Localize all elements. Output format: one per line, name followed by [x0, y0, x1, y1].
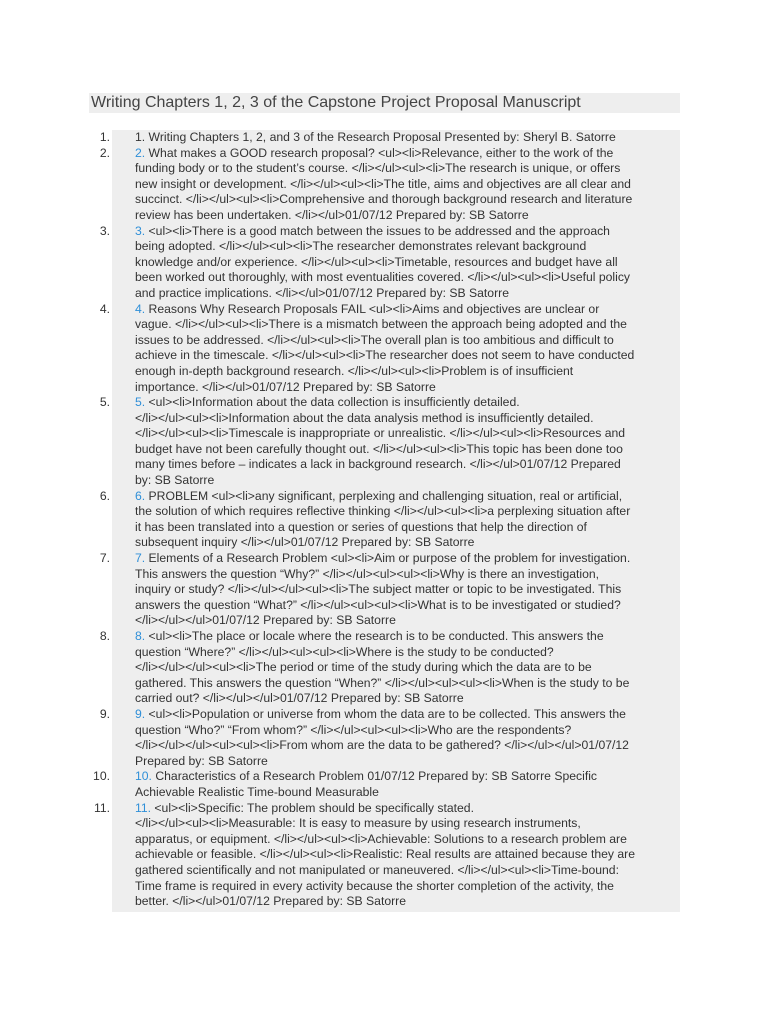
slide-text: <ul><li>There is a good match between the issues to be addressed and the approach — [145, 223, 610, 238]
title-bar — [89, 93, 680, 113]
slide-item — [99, 488, 680, 551]
slide-text-line: better. </li></ul>01/07/12 Prepared by: SB Satorre — [135, 894, 407, 909]
slide-text-line: inquiry or study? </li></ul></ul><ul><li>The subject matter or topic to be investigated. This — [135, 582, 622, 597]
slide-item — [99, 301, 680, 396]
slide-anchor-link[interactable]: 9. — [135, 706, 146, 721]
slide-text-line: gathered. This answers the question “When?” </li></ul><ul><ul><li>When is the study to be — [135, 675, 630, 690]
slide-text-line: budget have not been carefully thought out. </li></ul><ul><li>This topic has been done too — [135, 441, 623, 456]
slide-text-line — [135, 395, 680, 411]
slide-text-line: subsequent inquiry </li></ul>01/07/12 Prepared by: SB Satorre — [135, 535, 475, 550]
slide-text: What makes a GOOD research proposal? <ul><li>Relevance, either to the work of the — [145, 145, 614, 160]
slide-text-line: 1. Writing Chapters 1, 2, and 3 of the Research Proposal Presented by: Sheryl B. Satorre — [135, 130, 616, 144]
slide-item — [99, 706, 680, 769]
slide-text-line: question “Where?” </li></ul><ul><ul><li>Where is the study to be conducted? — [135, 644, 554, 659]
slide-number: 11. — [93, 800, 110, 815]
slide-text-line: Prepared by: SB Satorre — [135, 753, 268, 768]
slide-text-line: answers the question “What?” </li></ul><ul><ul><li>What is to be investigated or studied? — [135, 597, 621, 612]
slide-anchor-link[interactable]: 7. — [135, 551, 146, 566]
slide-text-line — [135, 707, 680, 723]
slide-number: 6. — [99, 488, 110, 503]
slide-anchor-link[interactable]: 10. — [135, 769, 152, 784]
slide-text-line — [135, 489, 680, 505]
slide-anchor-link[interactable]: 2. — [135, 145, 146, 160]
slide-text-line: </li></ul></ul><ul><li>The period or time of the study during which the data are to be — [135, 660, 592, 675]
slide-item — [99, 145, 680, 224]
slide-text-line: succinct. </li></ul><ul><li>Comprehensive and thorough background research and literature — [135, 192, 633, 207]
slide-number: 4. — [99, 301, 110, 316]
slide-item — [99, 130, 680, 146]
slide-number: 8. — [99, 629, 110, 643]
slide-text-line: carried out? </li></ul></ul>01/07/12 Prepared by: SB Satorre — [135, 691, 464, 706]
slide-text-line — [135, 801, 680, 817]
slide-item — [99, 551, 680, 629]
slide-text-line: </li></ul><ul><li>Information about the data analysis method is insufficiently detailed. — [135, 410, 594, 425]
slide-text: Reasons Why Research Proposals FAIL <ul><li>Aims and objectives are unclear or — [145, 301, 600, 316]
slide-anchor-link[interactable]: 6. — [135, 488, 146, 503]
slide-text-line: knowledge and/or experience. </li></ul><ul><li>Timetable, resources and budget have all — [135, 254, 618, 269]
slide-text: <ul><li>Population or universe from whom the data are to be collected. This answers the — [145, 706, 626, 721]
slide-text-line: the solution of which requires reflective thinking </li></ul><ul><li>a perplexing situation after — [135, 504, 631, 519]
slide-text-line: </li></ul></ul><ul><ul><li>From whom are the data to be gathered? </li></ul></ul>01/07/12 — [135, 738, 629, 753]
slide-text-line: </li></ul></ul>01/07/12 Prepared by: SB Satorre — [135, 613, 396, 628]
slide-text-line: question “Who?” “From whom?” </li></ul><ul><ul><li>Who are the respondents? — [135, 722, 572, 737]
slide-list — [93, 130, 680, 910]
slide-text-line: review has been undertaken. </li></ul>01/07/12 Prepared by: SB Satorre — [135, 207, 529, 222]
slide-number: 1. — [99, 130, 110, 144]
slide-item — [99, 223, 680, 302]
slide-text-line: and practice implications. </li></ul>01/07/12 Prepared by: SB Satorre — [135, 285, 509, 300]
slide-item — [99, 629, 680, 707]
slide-number: 2. — [99, 145, 110, 160]
slide-text-line: issues to be addressed. </li></ul><ul><li>The overall plan is too ambitious and difficult to — [135, 332, 614, 347]
slide-anchor-link[interactable]: 4. — [135, 301, 146, 316]
slide-text-line: many times before – indicates a lack in background research. </li></ul>01/07/12 Prepared — [135, 457, 621, 472]
slide-text-line: being adopted. </li></ul><ul><li>The researcher demonstrates relevant background — [135, 239, 587, 254]
slide-number: 7. — [99, 551, 110, 566]
slide-text-line: achieve in the timescale. </li></ul><ul><li>The researcher does not seem to have conducted — [135, 348, 635, 363]
slide-text-line: Time frame is required in every activity because the shorter completion of the activity, the — [135, 878, 614, 893]
slide-text-line: funding body or to the student’s course. </li></ul><ul><li>The research is unique, or offers — [135, 161, 621, 176]
slide-item — [93, 769, 680, 800]
slide-anchor-link[interactable]: 11. — [135, 800, 152, 815]
slide-number: 3. — [99, 223, 110, 238]
slide-text-line: been worked out thoroughly, with most eventualities covered. </li></ul><ul><li>Useful policy — [135, 270, 631, 285]
slide-text-line: by: SB Satorre — [135, 473, 215, 488]
slide-anchor-link[interactable]: 5. — [135, 395, 146, 410]
slide-text: Elements of a Research Problem <ul><li>Aim or purpose of the problem for investigation. — [145, 551, 631, 566]
slide-text-line: This answers the question “Why?” </li></ul><ul><ul><li>Why is there an investigation, — [135, 566, 600, 581]
slide-text-line: achievable or feasible. </li></ul><ul><li>Realistic: Real results are attained because they are — [135, 847, 635, 862]
slide-number: 9. — [99, 706, 110, 721]
slide-item — [93, 800, 680, 910]
slide-text-line: </li></ul><ul><li>Measurable: It is easy to measure by using research instruments, — [135, 816, 581, 831]
slide-text-line: gathered scientifically and not manipulated or maneuvered. </li></ul><ul><li>Time-bound: — [135, 862, 619, 877]
slide-text: Characteristics of a Research Problem 01/07/12 Prepared by: SB Satorre Specific — [151, 769, 598, 784]
slide-text-line — [135, 146, 680, 162]
slide-text-line: </li></ul><ul><li>Timescale is inappropriate or unrealistic. </li></ul><ul><li>Resources and — [135, 426, 626, 441]
slide-number: 5. — [99, 395, 110, 410]
slide-text-line: apparatus, or equipment. </li></ul><ul><li>Achievable: Solutions to a research problem are — [135, 831, 627, 846]
slide-anchor-link[interactable]: 8. — [135, 629, 146, 643]
slide-text-line: Achievable Realistic Time-bound Measurable — [135, 784, 379, 799]
slide-text-line: importance. </li></ul>01/07/12 Prepared by: SB Satorre — [135, 379, 436, 394]
slide-text-line: vague. </li></ul><ul><li>There is a mismatch between the approach being adopted and the — [135, 317, 627, 332]
slide-text-line: enough in-depth background research. </li></ul><ul><li>Problem is of insufficient — [135, 363, 574, 378]
slide-text-line — [135, 769, 680, 785]
slide-text-line: new insight or development. </li></ul><ul><li>The title, aims and objectives are all clear and — [135, 176, 631, 191]
slide-text-line — [135, 302, 680, 318]
document-title: Writing Chapters 1, 2, 3 of the Capstone Project Proposal Manuscript — [91, 94, 581, 111]
slide-text: <ul><li>The place or locale where the research is to be conducted. This answers the — [145, 629, 604, 643]
slide-item — [99, 395, 680, 489]
slide-text-line: it has been translated into a question or series of questions that help the direction of — [135, 519, 587, 534]
slide-text-line — [135, 224, 680, 240]
slide-text: PROBLEM <ul><li>any significant, perplexing and challenging situation, real or artificial, — [145, 488, 623, 503]
slide-anchor-link[interactable]: 3. — [135, 223, 146, 238]
slide-text: <ul><li>Information about the data collection is insufficiently detailed. — [145, 395, 520, 410]
slide-number: 10. — [93, 769, 110, 784]
slide-text: <ul><li>Specific: The problem should be specifically stated. — [151, 800, 474, 815]
slide-text-line — [135, 629, 680, 645]
slide-text-line — [135, 551, 680, 567]
